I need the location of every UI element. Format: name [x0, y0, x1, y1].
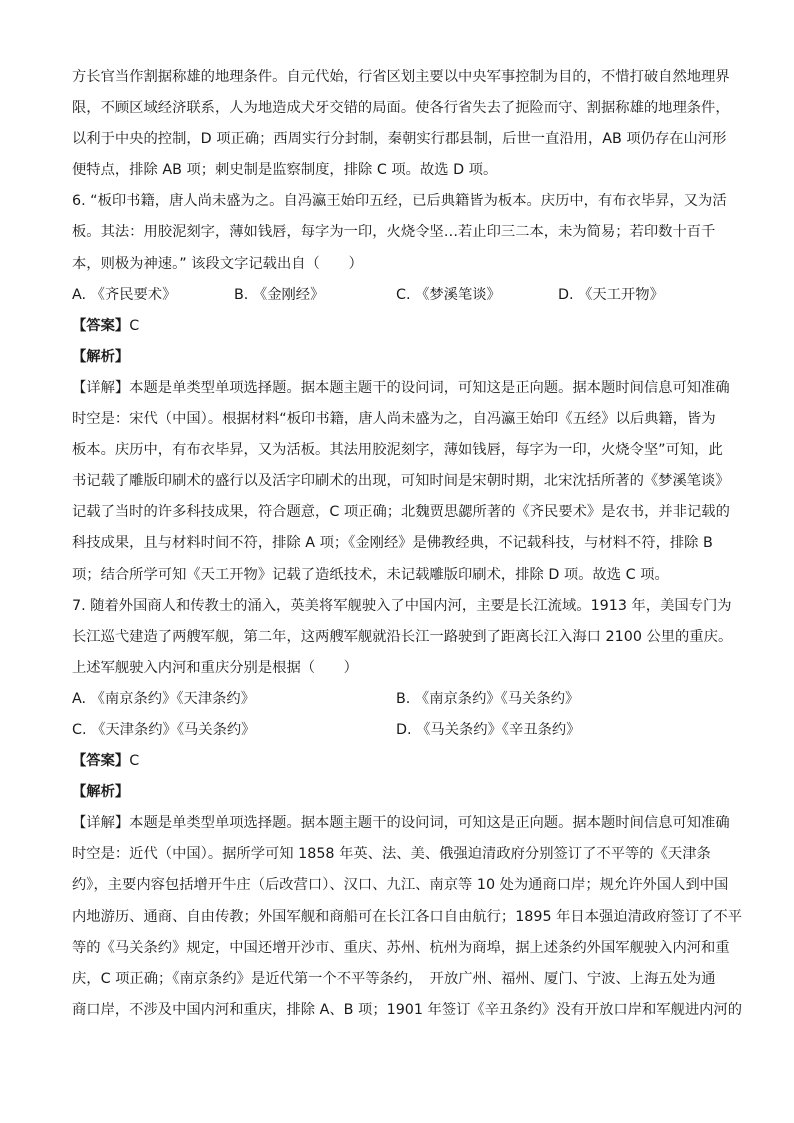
- answer-value: C: [129, 753, 140, 770]
- detail-line: 内地游历、通商、自由传教；外国军舰和商船可在长江各口自由航行；1895 年日本强迫清政府签订了不平: [72, 908, 742, 925]
- detail-line: 【详解】本题是单类型单项选择题。据本题主题干的设问词，可知这是正向题。据本题时间信息可知准确: [72, 815, 730, 832]
- text-line: 方长官当作割据称雄的地理条件。自元代始，行省区划主要以中央军事控制为目的，不惜打破自然地理界: [72, 69, 730, 85]
- answer-line: [72, 746, 722, 777]
- text-line: 以利于中央的控制，D 项正确；西周实行分封制，秦朝实行郡县制，后世一直沿用，AB 项仍存在山河形: [72, 131, 727, 148]
- detail-line: 等的《马关条约》规定，中国还增开沙市、重庆、苏州、杭州为商埠，据上述条约外国军舰驶入内河和重: [72, 939, 730, 956]
- option-b: B. 《金刚经》: [234, 286, 325, 303]
- detail-line: 商口岸，不涉及中国内河和重庆，排除 A、B 项；1901 年签订《辛丑条约》没有开放口岸和军舰进内河的: [72, 1001, 743, 1018]
- option-c: C. 《天津条约》《马关条约》: [72, 721, 256, 738]
- question-stem-line: 板。其法：用胶泥刻字，薄如钱唇，每字为一印，火烧令坚…若止印三二本，未为简易；若印数十百千: [72, 224, 716, 241]
- detail-line: 板本。庆历中，有布衣毕昇，又为活板。其法用胶泥刻字，薄如钱唇，每字为一印，火烧令坚”可知，此: [72, 442, 723, 459]
- question-stem-line: 6. “板印书籍，唐人尚未盛为之。自冯瀛王始印五经，已后典籍皆为板本。庆历中，有布衣毕昇，又为活: [72, 193, 727, 210]
- detail-paragraph: [72, 808, 743, 1026]
- detail-line: 时空是：宋代（中国）。根据材料“板印书籍，唐人尚未盛为之，自冯瀛王始印《五经》以后典籍，皆为: [72, 411, 716, 428]
- option-d: D. 《天工开物》: [558, 286, 664, 303]
- intro-paragraph: [72, 62, 730, 186]
- option-b: B. 《南京条约》《马关条约》: [396, 690, 580, 707]
- options-row: [72, 684, 722, 715]
- answer-label: 【答案】: [72, 317, 130, 334]
- detail-line: 庆，C 项正确；《南京条约》是近代第一个不平等条约， 开放广州、福州、厦门、宁波、上海五处为通: [72, 970, 716, 987]
- document-page: [72, 62, 743, 1026]
- detail-line: 项；结合所学可知《天工开物》记载了造纸技术，未记载雕版印刷术，排除 D 项。故选 C 项。: [72, 566, 669, 583]
- analysis-label: 【解析】: [72, 784, 130, 801]
- detail-line: 科技成果，且与材料时间不符，排除 A 项；《金刚经》是佛教经典，不记载科技，与材料不符，排除 B: [72, 535, 713, 552]
- text-line: 限，不顾区域经济联系，人为地造成犬牙交错的局面。使各行省失去了扼险而守、割据称雄的地理条件，: [72, 100, 730, 117]
- detail-line: 时空是：近代（中国）。据所学可知 1858 年英、法、美、俄强迫清政府分别签订了不平等的《天津条: [72, 846, 711, 863]
- question-stem-line: 长江巡弋建造了两艘军舰，第二年，这两艘军舰就沿长江一路驶到了距离长江入海口 2100 公里的重庆。: [72, 628, 733, 645]
- text-line: 便特点，排除 AB 项；刺史制是监察制度，排除 C 项。故选 D 项。: [72, 162, 498, 179]
- detail-line: 约》，主要内容包括增开牛庄（后改营口）、汉口、九江、南京等 10 处为通商口岸；规允许外国人到中国: [72, 877, 729, 894]
- answer-label: 【答案】: [72, 753, 130, 770]
- option-c: C. 《梦溪笔谈》: [396, 286, 501, 303]
- option-a: A. 《齐民要术》: [72, 286, 177, 303]
- question-stem-line: 7. 随着外国商人和传教士的涌入，英美将军舰驶入了中国内河，主要是长江流域。1913 年，美国专门为: [72, 597, 732, 614]
- answer-value: C: [129, 317, 140, 334]
- question-stem-line: 上述军舰驶入内河和重庆分别是根据（ ）: [72, 659, 358, 676]
- detail-line: 记载了当时的许多科技成果，符合题意，C 项正确；北魏贾思勰所著的《齐民要术》是农书，并非记载的: [72, 504, 730, 521]
- detail-line: 书记载了雕版印刷术的盛行以及活字印刷术的出现，可知时间是宋朝时期，北宋沈括所著的《梦溪笔谈》: [72, 473, 730, 490]
- detail-line: 【详解】本题是单类型单项选择题。据本题主题干的设问词，可知这是正向题。据本题时间信息可知准确: [72, 379, 730, 396]
- question-7: [72, 591, 743, 1026]
- answer-line: [72, 311, 722, 342]
- question-6: [72, 186, 730, 590]
- options-row: [72, 715, 722, 746]
- option-a: A. 《南京条约》《天津条约》: [72, 690, 256, 707]
- question-stem-line: 本，则极为神速。” 该段文字记载出自（ ）: [72, 255, 363, 272]
- detail-paragraph: [72, 373, 730, 591]
- option-d: D. 《马关条约》《辛丑条约》: [396, 721, 581, 738]
- options-row: [72, 280, 722, 311]
- analysis-label: 【解析】: [72, 348, 130, 365]
